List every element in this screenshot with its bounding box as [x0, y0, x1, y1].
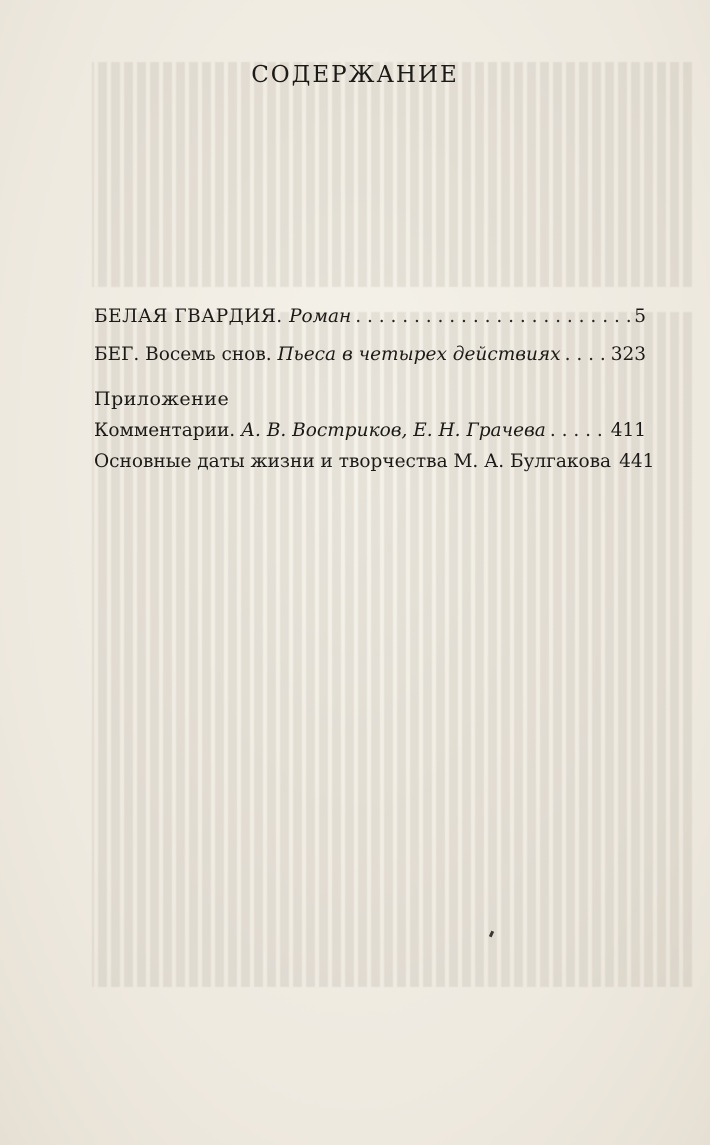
toc-entry-page: 441 [619, 451, 655, 472]
toc-entry-title: Основные даты жизни и творчества М. А. Булгакова [94, 451, 612, 472]
appendix-heading: Приложение [94, 388, 230, 410]
dot-leader [550, 420, 607, 441]
toc-entry-page: 411 [610, 420, 646, 441]
page-title: СОДЕРЖАНИЕ [251, 62, 459, 88]
toc-entry-commentary[interactable] [94, 420, 646, 441]
toc-entry-page: 5 [634, 306, 646, 327]
dot-leader [355, 306, 630, 327]
dot-leader [565, 344, 607, 365]
toc-entry-page: 323 [610, 344, 646, 365]
toc-entry-flight[interactable] [94, 344, 646, 365]
bleed-through-text [92, 62, 692, 987]
toc-entry-white-guard[interactable] [94, 306, 646, 327]
toc-entry-title: БЕЛАЯ ГВАРДИЯ. Роман [94, 306, 352, 327]
toc-entry-chronology[interactable] [94, 451, 655, 472]
toc-entry-title: Комментарии. А. В. Востриков, Е. Н. Грачева [94, 420, 546, 441]
toc-entry-title: БЕГ. Восемь снов. Пьеса в четырех действиях [94, 344, 561, 365]
